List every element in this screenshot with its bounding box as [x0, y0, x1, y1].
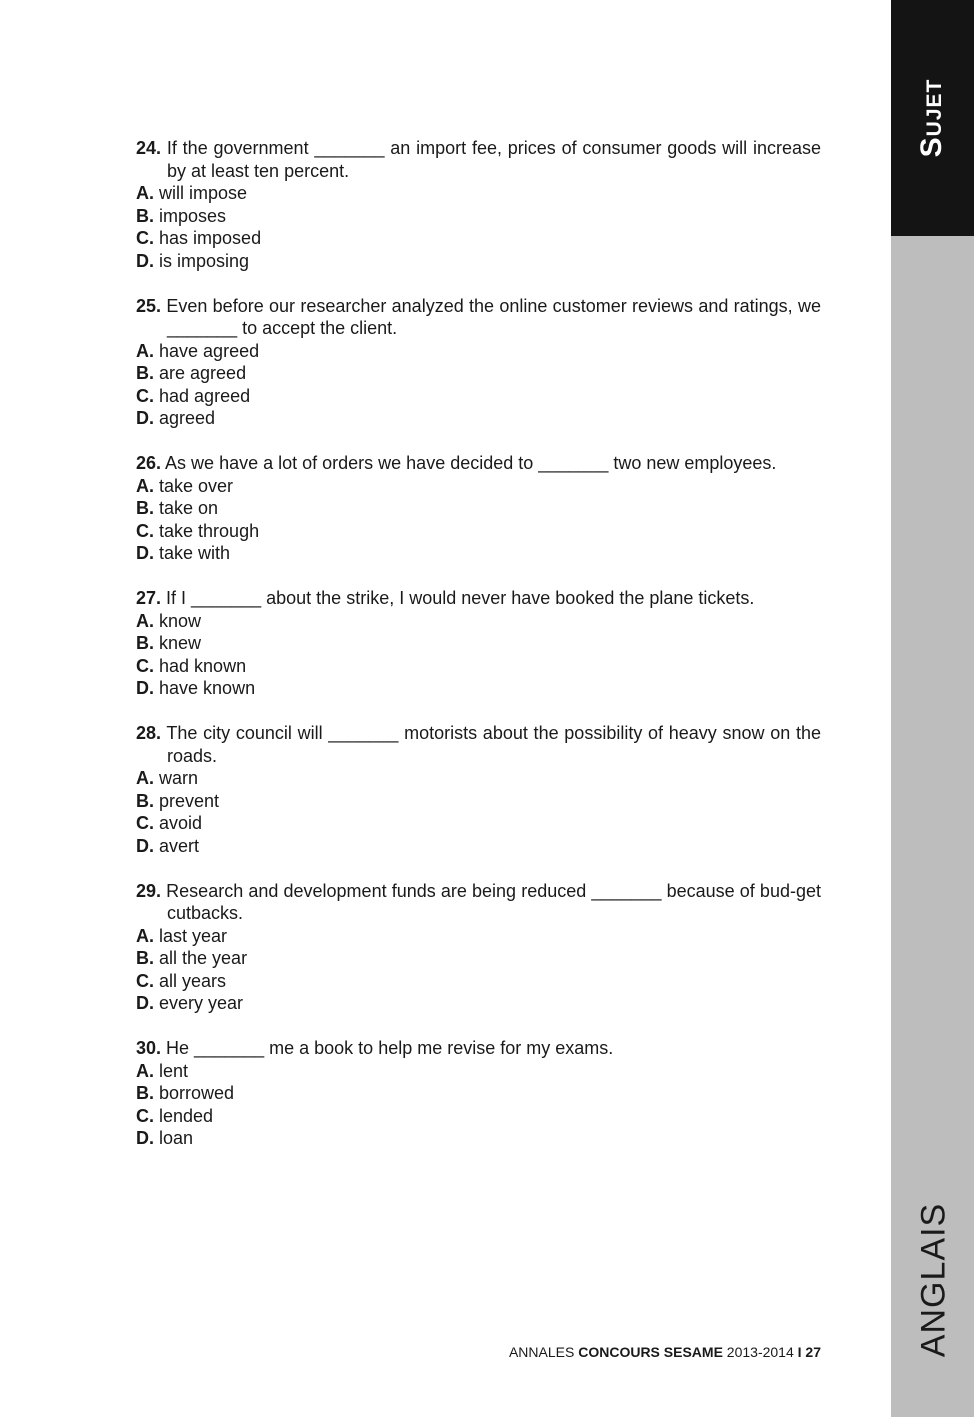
option-letter: A. — [136, 183, 154, 203]
option-letter: C. — [136, 520, 154, 541]
option-text: lent — [159, 1060, 189, 1081]
answer-option — [136, 1060, 821, 1083]
option-letter: C. — [136, 228, 154, 248]
option-letter: B. — [136, 363, 154, 383]
question-block — [136, 1037, 821, 1150]
question-block — [136, 587, 821, 700]
option-letter: C. — [136, 655, 154, 676]
option-text: have known — [159, 678, 256, 698]
question-text: Even before our researcher analyzed the online customer reviews and ratings, we _______ to accept the client. — [166, 295, 821, 338]
option-text: are agreed — [159, 363, 247, 383]
answer-option — [136, 205, 821, 228]
option-text: know — [159, 610, 202, 631]
section-sidebar — [891, 0, 974, 1417]
option-letter: D. — [136, 408, 154, 428]
option-letter: B. — [136, 790, 154, 811]
question-number: 25. — [136, 295, 162, 316]
answer-option — [136, 655, 821, 678]
answer-option — [136, 227, 821, 250]
option-text: has imposed — [159, 228, 262, 248]
option-letter: A. — [136, 925, 154, 946]
question-stem — [136, 137, 821, 182]
answer-option — [136, 1082, 821, 1105]
option-text: warn — [159, 768, 199, 788]
footer-years: 2013-2014 — [726, 1344, 794, 1360]
question-number: 24. — [136, 138, 162, 158]
answer-option — [136, 340, 821, 363]
question-text: The city council will _______ motorists about the possibility of heavy snow on the roads. — [166, 723, 821, 766]
answer-option — [136, 790, 821, 813]
answer-option — [136, 835, 821, 858]
option-text: had known — [159, 655, 247, 676]
question-stem — [136, 1037, 821, 1060]
question-text: Research and development funds are being reduced _______ because of bud-get cutbacks. — [166, 880, 821, 923]
option-text: all the year — [159, 948, 248, 968]
answer-option — [136, 610, 821, 633]
option-letter: A. — [136, 475, 154, 496]
option-text: take on — [159, 498, 219, 518]
question-stem — [136, 295, 821, 340]
sidebar-header-block — [891, 0, 974, 236]
subject-label-wrapper — [891, 1180, 974, 1380]
option-text: agreed — [159, 408, 216, 428]
footer-separator: I — [797, 1344, 802, 1360]
option-letter: D. — [136, 250, 154, 271]
option-text: avoid — [159, 813, 203, 833]
answer-option — [136, 1127, 821, 1150]
question-block — [136, 722, 821, 857]
option-text: will impose — [159, 183, 248, 203]
answer-option — [136, 362, 821, 385]
question-number: 30. — [136, 1038, 162, 1058]
answer-option — [136, 497, 821, 520]
option-text: take through — [159, 520, 260, 541]
section-label-sujet: Sujet — [915, 78, 948, 158]
option-text: prevent — [159, 790, 220, 811]
question-number: 29. — [136, 880, 162, 901]
option-text: imposes — [159, 205, 227, 226]
answer-option — [136, 182, 821, 205]
option-letter: A. — [136, 340, 154, 361]
option-letter: D. — [136, 1128, 154, 1148]
footer-title: CONCOURS SESAME — [578, 1344, 723, 1360]
question-text: He _______ me a book to help me revise for my exams. — [166, 1038, 614, 1058]
option-letter: B. — [136, 1083, 154, 1103]
answer-option — [136, 542, 821, 565]
option-text: is imposing — [159, 250, 250, 271]
answer-option — [136, 632, 821, 655]
option-text: every year — [159, 993, 244, 1013]
footer-prefix: ANNALES — [508, 1344, 575, 1360]
answer-option — [136, 970, 821, 993]
option-letter: D. — [136, 835, 154, 856]
option-text: had agreed — [159, 385, 251, 406]
question-text: If the government _______ an import fee, prices of consumer goods will increase by at least ten percent. — [166, 138, 821, 181]
question-list — [136, 137, 821, 1172]
option-text: knew — [159, 633, 202, 653]
question-block — [136, 880, 821, 1015]
option-letter: D. — [136, 543, 154, 563]
option-letter: A. — [136, 1060, 154, 1081]
option-letter: B. — [136, 498, 154, 518]
option-text: borrowed — [159, 1083, 235, 1103]
question-number: 27. — [136, 588, 162, 608]
answer-option — [136, 767, 821, 790]
answer-option — [136, 385, 821, 408]
section-label-wrapper — [891, 0, 974, 236]
option-letter: A. — [136, 610, 154, 631]
option-letter: A. — [136, 768, 154, 788]
answer-option — [136, 947, 821, 970]
page-footer — [509, 1344, 821, 1360]
option-text: take with — [159, 543, 231, 563]
question-block — [136, 295, 821, 430]
option-letter: B. — [136, 633, 154, 653]
answer-option — [136, 475, 821, 498]
question-stem — [136, 452, 821, 475]
option-letter: C. — [136, 385, 154, 406]
option-text: last year — [159, 925, 228, 946]
subject-label-anglais: ANGLAIS — [914, 1202, 953, 1358]
answer-option — [136, 677, 821, 700]
question-stem — [136, 722, 821, 767]
option-letter: C. — [136, 970, 154, 991]
answer-option — [136, 407, 821, 430]
question-stem — [136, 880, 821, 925]
option-letter: B. — [136, 205, 154, 226]
answer-option — [136, 1105, 821, 1128]
option-letter: C. — [136, 813, 154, 833]
answer-option — [136, 250, 821, 273]
question-number: 28. — [136, 723, 162, 743]
option-letter: D. — [136, 678, 154, 698]
option-text: have agreed — [159, 340, 260, 361]
question-stem — [136, 587, 821, 610]
option-text: lended — [159, 1105, 214, 1126]
question-text: If I _______ about the strike, I would never have booked the plane tickets. — [166, 588, 755, 608]
answer-option — [136, 812, 821, 835]
question-block — [136, 137, 821, 272]
option-letter: C. — [136, 1105, 154, 1126]
question-number: 26. — [136, 453, 162, 473]
page-number: 27 — [805, 1344, 821, 1360]
question-text: As we have a lot of orders we have decided to _______ two new employees. — [165, 453, 777, 473]
option-text: all years — [159, 970, 227, 991]
option-letter: B. — [136, 948, 154, 968]
answer-option — [136, 520, 821, 543]
option-text: take over — [159, 475, 234, 496]
option-text: loan — [159, 1128, 194, 1148]
option-letter: D. — [136, 993, 154, 1013]
option-text: avert — [159, 835, 200, 856]
answer-option — [136, 992, 821, 1015]
answer-option — [136, 925, 821, 948]
question-block — [136, 452, 821, 565]
